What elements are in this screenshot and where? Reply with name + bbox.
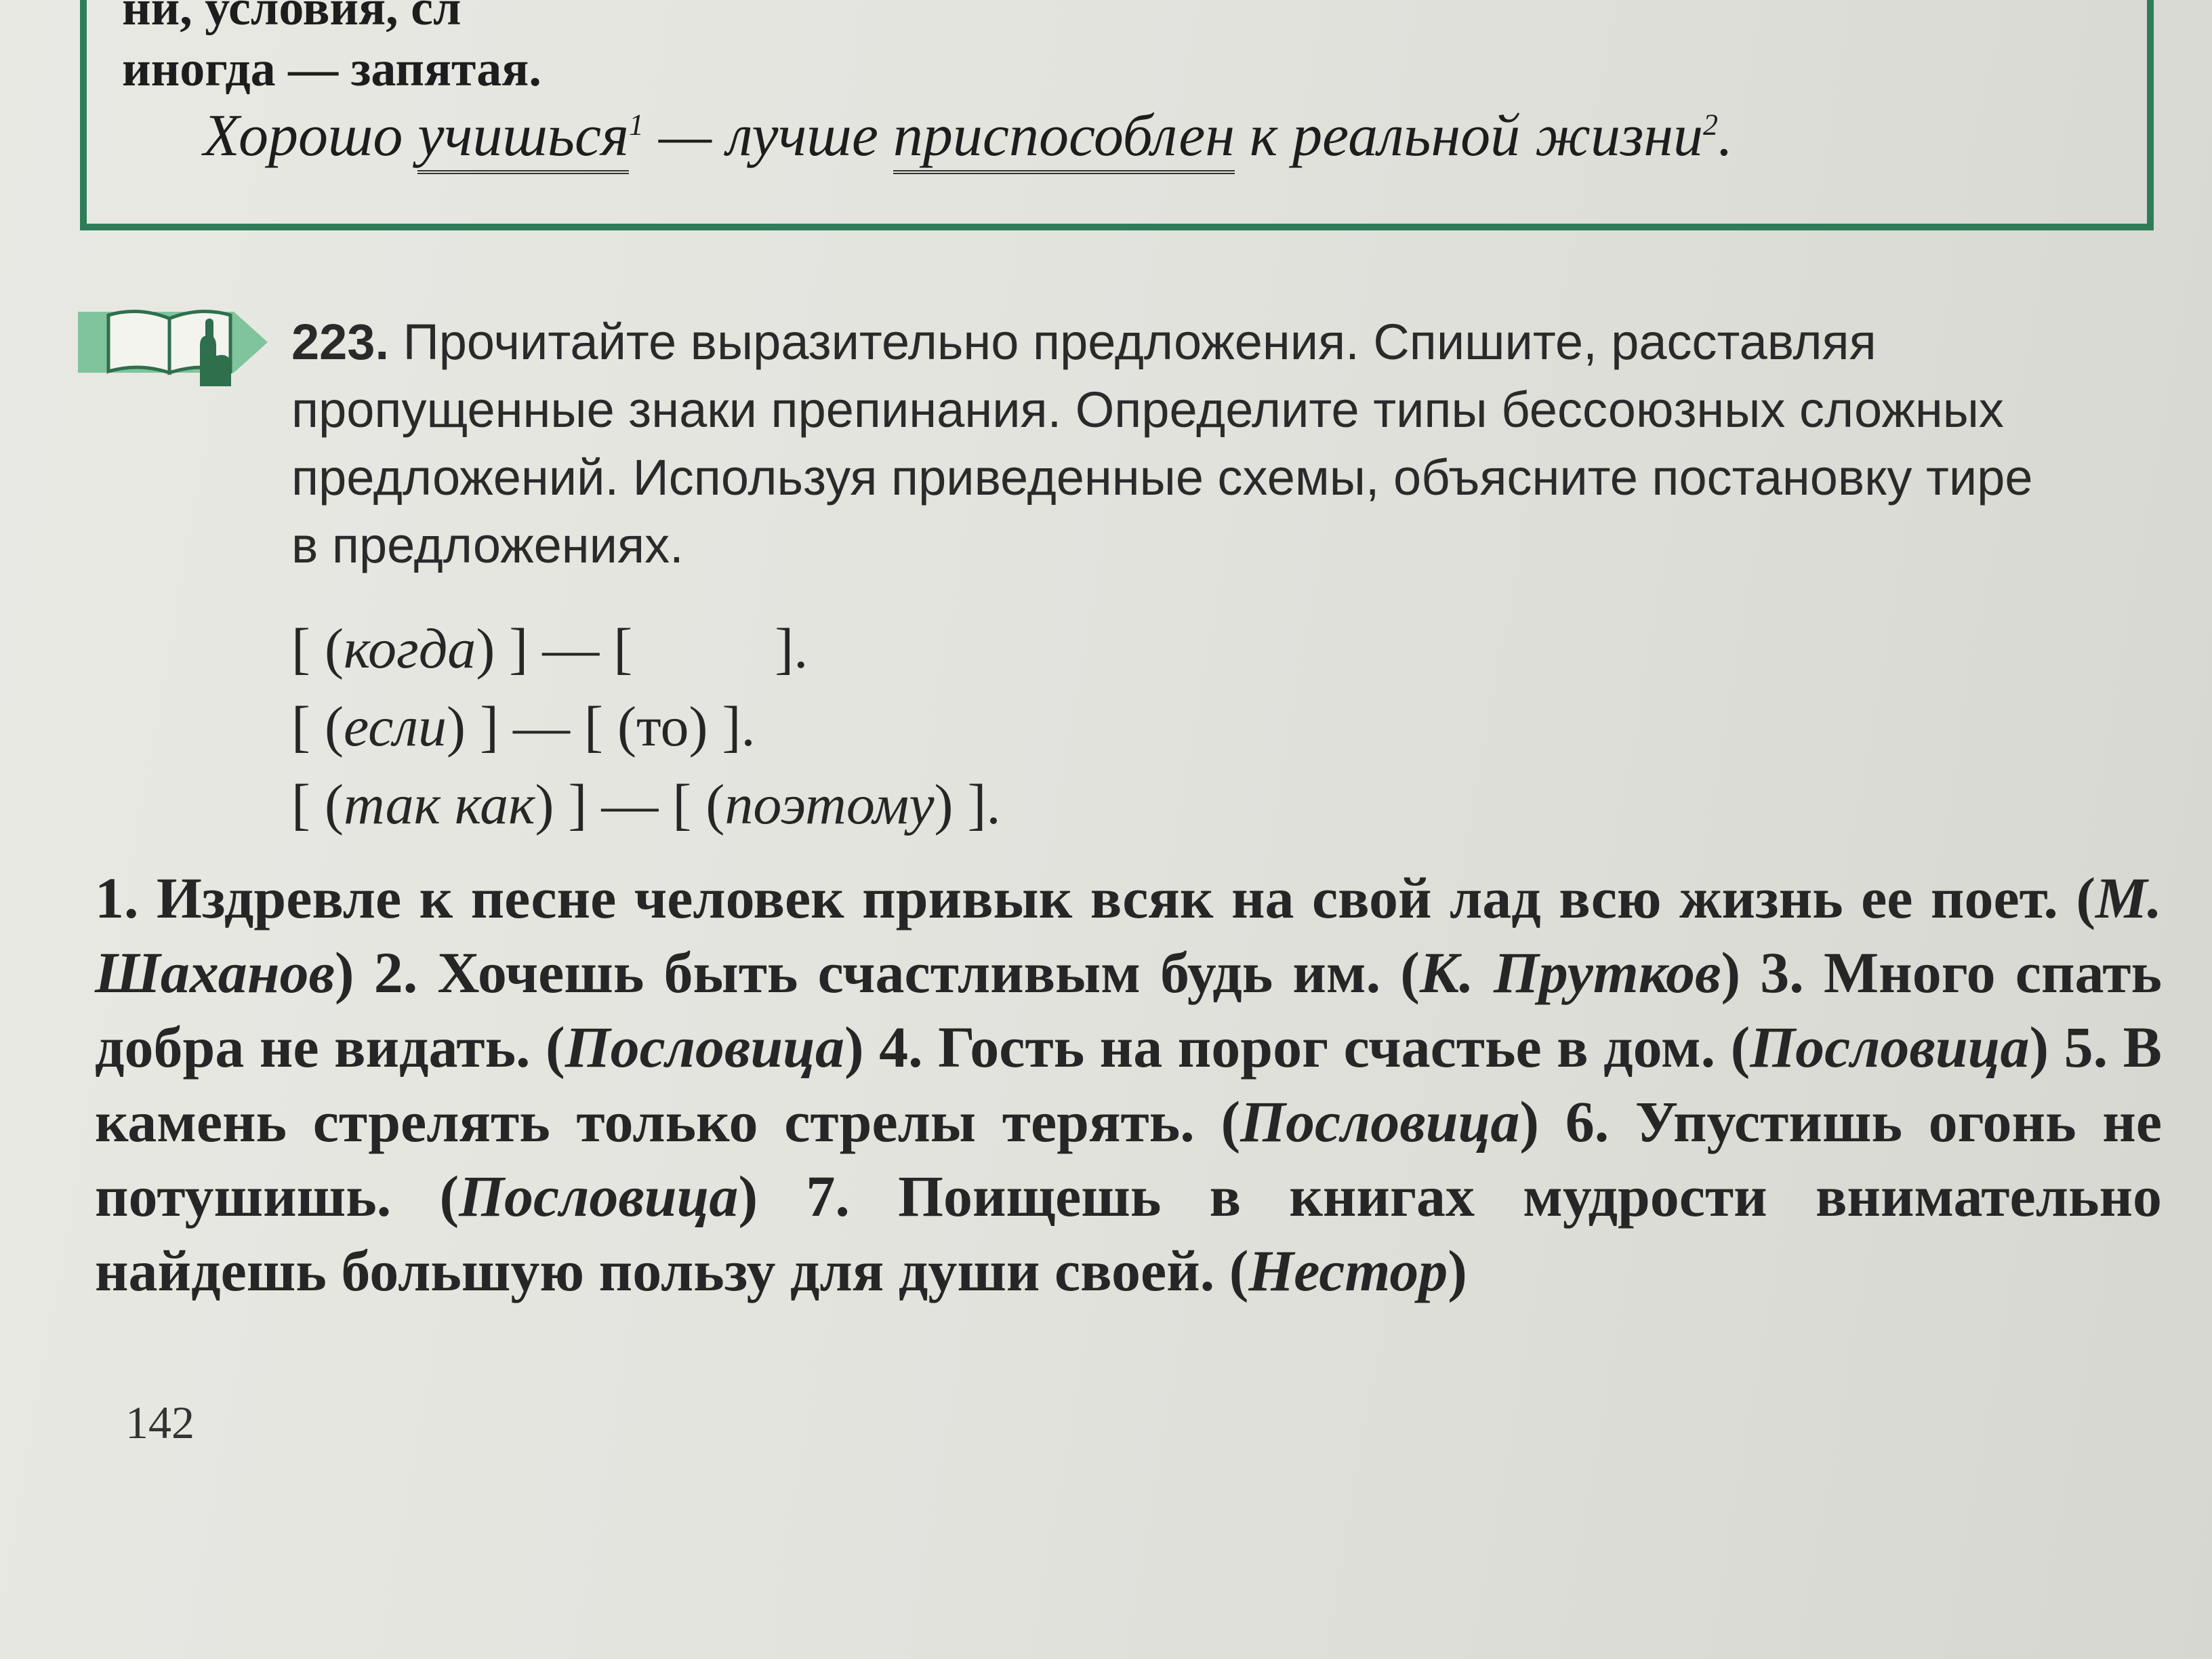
exercise-line-3: предложений. Используя приведенные схемы, объясните постановку тире: [291, 449, 2033, 506]
exercise-line-2: пропущенные знаки препинания. Определите типы бессоюзных сложных: [291, 382, 2004, 438]
rule-example: Хорошо учишься$^1$ — лучше приспособлен к реальной жизни$^2$.: [203, 102, 1733, 170]
exercise-sentences: 1. Издревле к песне человек привык всяк на свой лад всю жизнь ее поет. (М. Шаханов) 2. Хочешь быть счастливым будь им. (К. Прутков) 3. Много спать добра не видать. (Пословица) 4. Гость на порог счастье в дом. (Пословица) 5. В камень стрелять только стрелы терять. (Пословица) 6. Упустишь огонь не потушишь. (Пословица) 7. Поищешь в книгах мудрости внимательно найдешь большую пользу для души своей. (Нестор): [95, 865, 2163, 1303]
scheme-3: [ (так как) ] — [ (поэтому) ].: [291, 773, 1001, 836]
punctuation-schemes: [291, 610, 1000, 844]
book-with-pointing-hand-icon: [78, 298, 268, 386]
exercise-line-4: в предложениях.: [291, 517, 684, 573]
scheme-2: [ (если) ] — [ (то) ].: [291, 695, 756, 758]
scheme-1: [ (когда) ] — [ ].: [291, 617, 808, 680]
rule-text-cut: ни, условия, сл: [122, 0, 462, 36]
exercise-line-1: Прочитайте выразительно предложения. Спишите, расставляя: [403, 314, 1877, 370]
exercise-instruction: [291, 308, 2162, 376]
page-number: 142: [125, 1397, 194, 1448]
rule-text: иногда — запятая.: [122, 41, 541, 97]
exercise-number: 223.: [291, 314, 390, 370]
exercise-instruction-continued: [291, 376, 2162, 579]
